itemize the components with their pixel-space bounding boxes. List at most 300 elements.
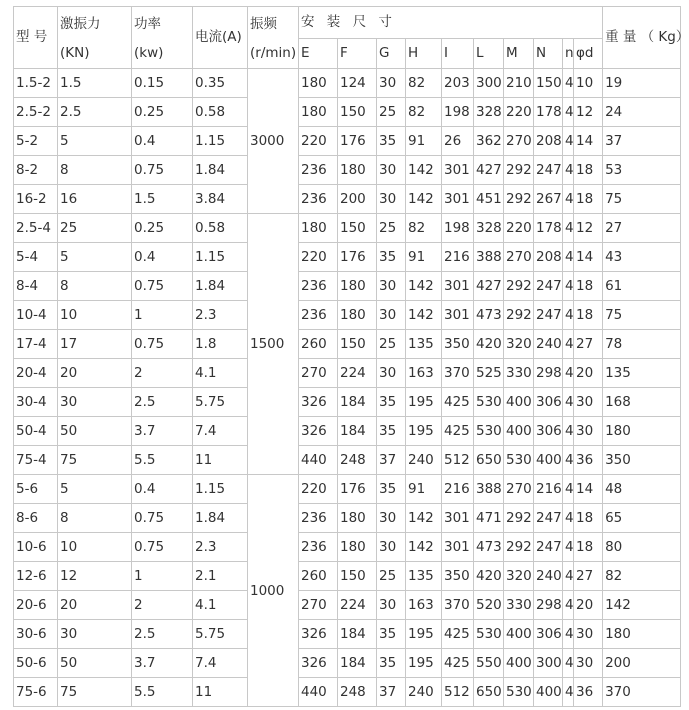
dim-phi-d-cell: 30 — [574, 620, 603, 649]
current-cell: 0.58 — [193, 98, 248, 127]
dim-phi-d-cell: 27 — [574, 330, 603, 359]
dim-g-cell: 37 — [377, 678, 406, 707]
dim-i-cell: 370 — [442, 359, 474, 388]
current-cell: 1.15 — [193, 127, 248, 156]
dim-e-cell: 236 — [299, 533, 338, 562]
dim-m-cell: 320 — [504, 330, 534, 359]
frequency-cell: 1500 — [248, 214, 299, 475]
dim-h-cell: 240 — [406, 678, 442, 707]
power-cell: 0.4 — [132, 127, 193, 156]
header-row-top — [14, 7, 681, 39]
dim-f-cell: 180 — [338, 301, 377, 330]
header-force-label: 激振力 — [60, 16, 101, 32]
dim-m-cell: 292 — [504, 301, 534, 330]
model-cell: 30-4 — [14, 388, 58, 417]
dim-h-cell: 82 — [406, 214, 442, 243]
model-cell: 30-6 — [14, 620, 58, 649]
power-cell: 1 — [132, 301, 193, 330]
current-cell: 2.3 — [193, 533, 248, 562]
dim-h-cell: 195 — [406, 620, 442, 649]
model-cell: 16-2 — [14, 185, 58, 214]
power-cell: 0.15 — [132, 69, 193, 98]
dim-i-cell: 425 — [442, 417, 474, 446]
current-cell: 4.1 — [193, 359, 248, 388]
dim-f-cell: 248 — [338, 446, 377, 475]
model-cell: 5-4 — [14, 243, 58, 272]
frequency-cell: 3000 — [248, 69, 299, 214]
dim-h-cell: 142 — [406, 185, 442, 214]
dim-g-cell: 35 — [377, 127, 406, 156]
table-row — [14, 388, 681, 417]
dim-l-cell: 530 — [474, 417, 504, 446]
force-cell: 8 — [58, 504, 132, 533]
dim-h-cell: 163 — [406, 591, 442, 620]
dim-h-cell: 135 — [406, 562, 442, 591]
dim-m-cell: 330 — [504, 591, 534, 620]
model-cell: 8-6 — [14, 504, 58, 533]
dim-h-cell: 195 — [406, 417, 442, 446]
dim-n-cell: 208 — [534, 127, 563, 156]
dim-n-cell: 178 — [534, 98, 563, 127]
weight-cell: 168 — [603, 388, 681, 417]
dim-m-cell: 220 — [504, 214, 534, 243]
dim-f-cell: 184 — [338, 649, 377, 678]
force-cell: 8 — [58, 156, 132, 185]
dim-n-count-cell: 4 — [563, 272, 574, 301]
current-cell: 0.58 — [193, 214, 248, 243]
weight-cell: 180 — [603, 620, 681, 649]
dim-g-cell: 25 — [377, 98, 406, 127]
dim-i-cell: 301 — [442, 301, 474, 330]
dim-e-cell: 260 — [299, 562, 338, 591]
dim-n-count-cell: 4 — [563, 446, 574, 475]
dim-n-count-cell: 4 — [563, 504, 574, 533]
table-row — [14, 330, 681, 359]
force-cell: 30 — [58, 388, 132, 417]
model-cell: 5-6 — [14, 475, 58, 504]
dim-f-cell: 180 — [338, 272, 377, 301]
header-frequency — [248, 7, 299, 69]
power-cell: 1 — [132, 562, 193, 591]
dim-f-cell: 224 — [338, 591, 377, 620]
force-cell: 5 — [58, 127, 132, 156]
dim-i-cell: 350 — [442, 330, 474, 359]
dim-i-cell: 198 — [442, 98, 474, 127]
dim-e-cell: 326 — [299, 649, 338, 678]
dim-phi-d-cell: 14 — [574, 243, 603, 272]
dim-n-cell: 247 — [534, 504, 563, 533]
dim-f-cell: 248 — [338, 678, 377, 707]
current-cell: 0.35 — [193, 69, 248, 98]
dim-e-cell: 220 — [299, 475, 338, 504]
weight-cell: 80 — [603, 533, 681, 562]
dim-header: H — [406, 39, 442, 69]
table-row — [14, 185, 681, 214]
dim-n-count-cell: 4 — [563, 620, 574, 649]
power-cell: 5.5 — [132, 678, 193, 707]
current-cell: 4.1 — [193, 591, 248, 620]
dim-l-cell: 451 — [474, 185, 504, 214]
power-cell: 0.75 — [132, 533, 193, 562]
dim-g-cell: 30 — [377, 272, 406, 301]
weight-cell: 200 — [603, 649, 681, 678]
dim-i-cell: 350 — [442, 562, 474, 591]
power-cell: 0.4 — [132, 243, 193, 272]
table-row — [14, 98, 681, 127]
dim-l-cell: 362 — [474, 127, 504, 156]
dim-n-count-cell: 4 — [563, 533, 574, 562]
dim-i-cell: 301 — [442, 533, 474, 562]
dim-l-cell: 471 — [474, 504, 504, 533]
dim-n-cell: 267 — [534, 185, 563, 214]
dim-phi-d-cell: 20 — [574, 359, 603, 388]
power-cell: 2.5 — [132, 620, 193, 649]
header-force-unit: (KN) — [60, 45, 90, 61]
dim-f-cell: 184 — [338, 417, 377, 446]
current-cell: 1.84 — [193, 504, 248, 533]
dim-f-cell: 176 — [338, 243, 377, 272]
dim-h-cell: 142 — [406, 272, 442, 301]
dim-header: F — [338, 39, 377, 69]
dim-g-cell: 25 — [377, 214, 406, 243]
header-force — [58, 7, 132, 69]
dim-l-cell: 328 — [474, 214, 504, 243]
dim-g-cell: 30 — [377, 359, 406, 388]
dim-n-cell: 178 — [534, 214, 563, 243]
dim-n-cell: 298 — [534, 359, 563, 388]
dim-f-cell: 180 — [338, 504, 377, 533]
dim-l-cell: 650 — [474, 678, 504, 707]
dim-header: L — [474, 39, 504, 69]
dim-phi-d-cell: 12 — [574, 98, 603, 127]
dim-f-cell: 150 — [338, 562, 377, 591]
dim-g-cell: 35 — [377, 388, 406, 417]
dim-h-cell: 142 — [406, 156, 442, 185]
current-cell: 11 — [193, 678, 248, 707]
weight-cell: 27 — [603, 214, 681, 243]
force-cell: 20 — [58, 359, 132, 388]
model-cell: 2.5-2 — [14, 98, 58, 127]
model-cell: 75-4 — [14, 446, 58, 475]
frequency-cell: 1000 — [248, 475, 299, 707]
model-cell: 10-6 — [14, 533, 58, 562]
dim-l-cell: 525 — [474, 359, 504, 388]
header-power-unit: (kw) — [134, 45, 164, 61]
force-cell: 10 — [58, 301, 132, 330]
dim-i-cell: 26 — [442, 127, 474, 156]
dim-m-cell: 292 — [504, 533, 534, 562]
dim-n-count-cell: 4 — [563, 69, 574, 98]
dim-n-cell: 247 — [534, 301, 563, 330]
force-cell: 75 — [58, 446, 132, 475]
power-cell: 5.5 — [132, 446, 193, 475]
table-row — [14, 504, 681, 533]
table-row — [14, 214, 681, 243]
table-row — [14, 243, 681, 272]
dim-f-cell: 124 — [338, 69, 377, 98]
current-cell: 1.8 — [193, 330, 248, 359]
dim-m-cell: 530 — [504, 678, 534, 707]
weight-cell: 370 — [603, 678, 681, 707]
force-cell: 25 — [58, 214, 132, 243]
weight-cell: 37 — [603, 127, 681, 156]
dim-g-cell: 35 — [377, 243, 406, 272]
dim-f-cell: 184 — [338, 388, 377, 417]
force-cell: 5 — [58, 243, 132, 272]
dim-e-cell: 236 — [299, 156, 338, 185]
power-cell: 0.25 — [132, 214, 193, 243]
model-cell: 8-4 — [14, 272, 58, 301]
force-cell: 75 — [58, 678, 132, 707]
header-model: 型 号 — [14, 7, 58, 69]
dim-phi-d-cell: 36 — [574, 678, 603, 707]
dim-n-count-cell: 4 — [563, 98, 574, 127]
weight-cell: 19 — [603, 69, 681, 98]
dim-phi-d-cell: 14 — [574, 127, 603, 156]
dim-e-cell: 260 — [299, 330, 338, 359]
dim-f-cell: 200 — [338, 185, 377, 214]
dim-g-cell: 30 — [377, 301, 406, 330]
current-cell: 2.3 — [193, 301, 248, 330]
table-row — [14, 156, 681, 185]
dim-e-cell: 180 — [299, 98, 338, 127]
dim-i-cell: 216 — [442, 243, 474, 272]
dim-e-cell: 236 — [299, 185, 338, 214]
dim-l-cell: 650 — [474, 446, 504, 475]
header-power — [132, 7, 193, 69]
power-cell: 0.75 — [132, 272, 193, 301]
power-cell: 3.7 — [132, 417, 193, 446]
dim-n-count-cell: 4 — [563, 678, 574, 707]
dim-g-cell: 30 — [377, 533, 406, 562]
dim-header: G — [377, 39, 406, 69]
force-cell: 30 — [58, 620, 132, 649]
dim-n-count-cell: 4 — [563, 330, 574, 359]
dim-i-cell: 301 — [442, 185, 474, 214]
weight-cell: 43 — [603, 243, 681, 272]
dim-g-cell: 35 — [377, 475, 406, 504]
dim-phi-d-cell: 14 — [574, 475, 603, 504]
dim-i-cell: 301 — [442, 156, 474, 185]
force-cell: 50 — [58, 649, 132, 678]
force-cell: 2.5 — [58, 98, 132, 127]
model-cell: 17-4 — [14, 330, 58, 359]
dim-g-cell: 30 — [377, 591, 406, 620]
current-cell: 7.4 — [193, 649, 248, 678]
dim-e-cell: 236 — [299, 504, 338, 533]
dim-l-cell: 300 — [474, 69, 504, 98]
model-cell: 1.5-2 — [14, 69, 58, 98]
dim-h-cell: 82 — [406, 69, 442, 98]
dim-g-cell: 35 — [377, 649, 406, 678]
dim-phi-d-cell: 30 — [574, 417, 603, 446]
dim-e-cell: 326 — [299, 417, 338, 446]
dim-h-cell: 142 — [406, 504, 442, 533]
dim-header: I — [442, 39, 474, 69]
model-cell: 2.5-4 — [14, 214, 58, 243]
weight-cell: 75 — [603, 301, 681, 330]
dim-phi-d-cell: 36 — [574, 446, 603, 475]
dim-phi-d-cell: 10 — [574, 69, 603, 98]
dim-l-cell: 388 — [474, 243, 504, 272]
dim-g-cell: 30 — [377, 69, 406, 98]
dim-n-cell: 306 — [534, 620, 563, 649]
dim-phi-d-cell: 30 — [574, 388, 603, 417]
dim-h-cell: 195 — [406, 388, 442, 417]
weight-cell: 65 — [603, 504, 681, 533]
dim-header: n — [563, 39, 574, 69]
dim-h-cell: 91 — [406, 475, 442, 504]
header-weight: 重 量 （ Kg） — [603, 7, 681, 69]
weight-cell: 48 — [603, 475, 681, 504]
dim-g-cell: 30 — [377, 185, 406, 214]
current-cell: 1.15 — [193, 475, 248, 504]
dim-i-cell: 301 — [442, 504, 474, 533]
weight-cell: 61 — [603, 272, 681, 301]
dim-e-cell: 180 — [299, 69, 338, 98]
table-row — [14, 678, 681, 707]
dim-g-cell: 35 — [377, 417, 406, 446]
dim-h-cell: 82 — [406, 98, 442, 127]
specification-table — [13, 6, 689, 707]
dim-l-cell: 427 — [474, 156, 504, 185]
dim-l-cell: 520 — [474, 591, 504, 620]
dim-n-count-cell: 4 — [563, 214, 574, 243]
weight-cell: 53 — [603, 156, 681, 185]
power-cell: 3.7 — [132, 649, 193, 678]
header-frequency-label: 振频 — [250, 16, 277, 32]
dim-n-count-cell: 4 — [563, 591, 574, 620]
table-body — [14, 7, 689, 707]
weight-cell: 350 — [603, 446, 681, 475]
dim-i-cell: 425 — [442, 649, 474, 678]
dim-g-cell: 25 — [377, 562, 406, 591]
dim-phi-d-cell: 18 — [574, 533, 603, 562]
dim-n-cell: 247 — [534, 272, 563, 301]
model-cell: 12-6 — [14, 562, 58, 591]
force-cell: 5 — [58, 475, 132, 504]
current-cell: 7.4 — [193, 417, 248, 446]
dim-n-cell: 240 — [534, 562, 563, 591]
dim-n-cell: 298 — [534, 591, 563, 620]
table-row — [14, 127, 681, 156]
dim-l-cell: 473 — [474, 301, 504, 330]
table-row — [14, 591, 681, 620]
weight-cell: 24 — [603, 98, 681, 127]
dim-f-cell: 150 — [338, 214, 377, 243]
dim-i-cell: 512 — [442, 678, 474, 707]
dim-header: E — [299, 39, 338, 69]
dim-l-cell: 550 — [474, 649, 504, 678]
current-cell: 1.84 — [193, 272, 248, 301]
dim-i-cell: 216 — [442, 475, 474, 504]
dim-l-cell: 420 — [474, 330, 504, 359]
model-cell: 8-2 — [14, 156, 58, 185]
table-row — [14, 69, 681, 98]
dim-header: φd — [574, 39, 603, 69]
dim-m-cell: 292 — [504, 504, 534, 533]
dim-phi-d-cell: 18 — [574, 272, 603, 301]
dim-e-cell: 440 — [299, 446, 338, 475]
force-cell: 1.5 — [58, 69, 132, 98]
dim-m-cell: 210 — [504, 69, 534, 98]
table-row — [14, 475, 681, 504]
model-cell: 50-4 — [14, 417, 58, 446]
dim-f-cell: 224 — [338, 359, 377, 388]
table-row — [14, 533, 681, 562]
model-cell: 20-6 — [14, 591, 58, 620]
dim-e-cell: 180 — [299, 214, 338, 243]
table-row — [14, 562, 681, 591]
force-cell: 10 — [58, 533, 132, 562]
table-row — [14, 446, 681, 475]
dim-n-cell: 208 — [534, 243, 563, 272]
dim-f-cell: 150 — [338, 330, 377, 359]
dim-n-count-cell: 4 — [563, 185, 574, 214]
power-cell: 0.4 — [132, 475, 193, 504]
dim-i-cell: 370 — [442, 591, 474, 620]
dim-n-cell: 300 — [534, 649, 563, 678]
dim-l-cell: 388 — [474, 475, 504, 504]
force-cell: 8 — [58, 272, 132, 301]
weight-cell: 135 — [603, 359, 681, 388]
dim-m-cell: 292 — [504, 156, 534, 185]
dim-n-cell: 400 — [534, 446, 563, 475]
weight-cell: 180 — [603, 417, 681, 446]
dim-f-cell: 176 — [338, 127, 377, 156]
table-row — [14, 417, 681, 446]
power-cell: 2 — [132, 591, 193, 620]
model-cell: 5-2 — [14, 127, 58, 156]
dim-m-cell: 400 — [504, 649, 534, 678]
dim-e-cell: 326 — [299, 620, 338, 649]
force-cell: 17 — [58, 330, 132, 359]
dim-n-count-cell: 4 — [563, 359, 574, 388]
dim-m-cell: 270 — [504, 475, 534, 504]
current-cell: 11 — [193, 446, 248, 475]
force-cell: 50 — [58, 417, 132, 446]
dim-n-cell: 247 — [534, 156, 563, 185]
model-cell: 50-6 — [14, 649, 58, 678]
current-cell: 1.15 — [193, 243, 248, 272]
model-cell: 20-4 — [14, 359, 58, 388]
force-cell: 20 — [58, 591, 132, 620]
force-cell: 12 — [58, 562, 132, 591]
dim-n-cell: 216 — [534, 475, 563, 504]
dim-m-cell: 270 — [504, 243, 534, 272]
dim-e-cell: 236 — [299, 272, 338, 301]
current-cell: 5.75 — [193, 388, 248, 417]
dim-e-cell: 220 — [299, 243, 338, 272]
model-cell: 75-6 — [14, 678, 58, 707]
dim-f-cell: 150 — [338, 98, 377, 127]
table-row — [14, 359, 681, 388]
dim-e-cell: 270 — [299, 359, 338, 388]
model-cell: 10-4 — [14, 301, 58, 330]
dim-h-cell: 142 — [406, 533, 442, 562]
dim-m-cell: 400 — [504, 417, 534, 446]
dim-phi-d-cell: 18 — [574, 156, 603, 185]
dim-n-count-cell: 4 — [563, 127, 574, 156]
power-cell: 1.5 — [132, 185, 193, 214]
dim-h-cell: 163 — [406, 359, 442, 388]
dim-l-cell: 530 — [474, 620, 504, 649]
header-install-dimensions: 安 装 尺 寸 — [299, 7, 603, 39]
dim-n-cell: 240 — [534, 330, 563, 359]
dim-e-cell: 220 — [299, 127, 338, 156]
force-cell: 16 — [58, 185, 132, 214]
dim-h-cell: 135 — [406, 330, 442, 359]
